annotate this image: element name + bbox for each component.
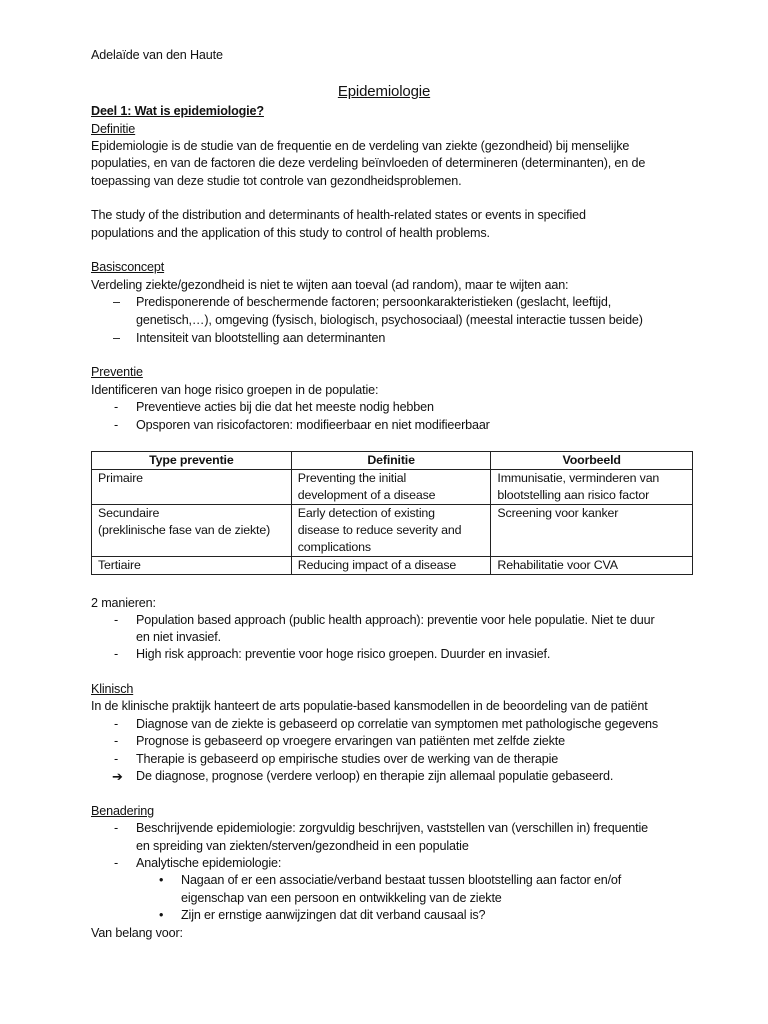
dash-bullet: -	[114, 400, 119, 414]
part1-heading: Deel 1: Wat is epidemiologie?	[91, 104, 264, 118]
table-header-cell: Type preventie	[92, 452, 292, 470]
manieren-item: Population based approach (public health approach): preventie voor hele populatie. Niet te duur	[136, 613, 655, 627]
author-name: Adelaïde van den Haute	[91, 48, 223, 62]
dash-bullet: -	[114, 856, 119, 870]
dash-bullet: –	[113, 331, 121, 345]
benadering-heading: Benadering	[91, 804, 154, 818]
dash-bullet: -	[114, 752, 119, 766]
definitie-nl-line: populaties, en van de factoren die deze verdeling beïnvloeden of determineren (determinanten), en de	[91, 156, 646, 170]
dash-bullet: -	[114, 613, 119, 627]
definitie-heading: Definitie	[91, 122, 136, 136]
benadering-subitem: eigenschap van een persoon en ontwikkeling van de ziekte	[181, 891, 502, 905]
basisconcept-heading: Basisconcept	[91, 260, 165, 274]
klinisch-item: Prognose is gebaseerd op vroegere ervaringen van patiënten met zelfde ziekte	[136, 734, 565, 748]
table-cell	[291, 505, 491, 557]
cell-line: development of a disease	[297, 488, 436, 502]
benadering-tail: Van belang voor:	[91, 926, 183, 940]
klinisch-heading: Klinisch	[91, 682, 134, 696]
klinisch-intro: In de klinische praktijk hanteert de arts populatie-based kansmodellen in de beoordeling van de patiënt	[91, 699, 648, 713]
manieren-intro: 2 manieren:	[91, 596, 156, 610]
preventie-table	[91, 451, 693, 575]
table-cell	[92, 470, 292, 505]
benadering-item: en spreiding van ziekten/sterven/gezondheid in een populatie	[136, 839, 469, 853]
benadering-item: Analytische epidemiologie:	[136, 856, 282, 870]
definitie-nl-line: Epidemiologie is de studie van de frequentie en de verdeling van ziekte (gezondheid) bij menselijke	[91, 139, 630, 153]
preventie-intro: Identificeren van hoge risico groepen in de populatie:	[91, 383, 379, 397]
cell-line: Immunisatie, verminderen van	[497, 471, 660, 485]
cell-line: Preventing the initial	[297, 471, 407, 485]
benadering-subitem: Nagaan of er een associatie/verband bestaat tussen blootstelling aan factor en/of	[181, 873, 622, 887]
manieren-item: High risk approach: preventie voor hoge risico groepen. Duurder en invasief.	[136, 647, 551, 661]
round-bullet-icon: •	[159, 873, 164, 887]
dash-bullet: -	[114, 821, 119, 835]
table-cell	[291, 557, 491, 575]
preventie-item: Opsporen van risicofactoren: modifieerbaar en niet modifieerbaar	[136, 418, 490, 432]
cell-line: Primaire	[98, 471, 143, 485]
manieren-item: en niet invasief.	[136, 630, 221, 644]
table-cell	[491, 557, 693, 575]
basisconcept-item: genetisch,…), omgeving (fysisch, biologisch, psychosociaal) (meestal interactie tussen beide)	[136, 313, 643, 327]
table-cell	[92, 505, 292, 557]
cell-line: Rehabilitatie voor CVA	[497, 558, 618, 572]
table-cell	[92, 557, 292, 575]
definitie-en-line: The study of the distribution and determinants of health-related states or events in specified	[91, 208, 586, 222]
cell-line: Secundaire	[98, 506, 160, 520]
dash-bullet: -	[114, 734, 119, 748]
document-title: Epidemiologie	[337, 83, 431, 100]
basisconcept-item: Predisponerende of beschermende factoren; persoonkarakteristieken (geslacht, leeftijd,	[136, 295, 612, 309]
benadering-subitem: Zijn er ernstige aanwijzingen dat dit verband causaal is?	[181, 908, 486, 922]
klinisch-item: Therapie is gebaseerd op empirische studies over de werking van de therapie	[136, 752, 559, 766]
cell-line: complications	[297, 540, 371, 554]
dash-bullet: -	[114, 418, 119, 432]
cell-line: Reducing impact of a disease	[297, 558, 457, 572]
dash-bullet: -	[114, 717, 119, 731]
dash-bullet: –	[113, 295, 121, 309]
table-cell	[491, 505, 693, 557]
table-header-cell: Definitie	[291, 452, 491, 470]
preventie-heading: Preventie	[91, 365, 143, 379]
cell-line: blootstelling aan risico factor	[497, 488, 650, 502]
basisconcept-intro: Verdeling ziekte/gezondheid is niet te wijten aan toeval (ad random), maar te wijten aan:	[91, 278, 569, 292]
table-row	[92, 470, 693, 505]
klinisch-conclusion: De diagnose, prognose (verdere verloop) en therapie zijn allemaal populatie gebaseerd.	[136, 769, 614, 783]
preventie-item: Preventieve acties bij die dat het meeste nodig hebben	[136, 400, 434, 414]
arrow-right-icon: ➔	[112, 769, 123, 784]
table-cell	[491, 470, 693, 505]
klinisch-item: Diagnose van de ziekte is gebaseerd op correlatie van symptomen met pathologische gegevens	[136, 717, 659, 731]
table-row	[92, 505, 693, 557]
cell-line: disease to reduce severity and	[297, 523, 462, 537]
basisconcept-item: Intensiteit van blootstelling aan determinanten	[136, 331, 386, 345]
cell-line: Tertiaire	[98, 558, 141, 572]
table-header-row	[92, 452, 693, 470]
table-row	[92, 557, 693, 575]
table-cell	[291, 470, 491, 505]
cell-line: Early detection of existing	[297, 506, 435, 520]
dash-bullet: -	[114, 647, 119, 661]
definitie-en-line: populations and the application of this study to control of health problems.	[91, 226, 490, 240]
cell-line: (preklinische fase van de ziekte)	[98, 523, 271, 537]
round-bullet-icon: •	[159, 908, 164, 922]
definitie-nl-line: toepassing van deze studie tot controle van gezondheidsproblemen.	[91, 174, 462, 188]
benadering-item: Beschrijvende epidemiologie: zorgvuldig beschrijven, vaststellen van (verschillen in) frequentie	[136, 821, 649, 835]
table-header-cell: Voorbeeld	[491, 452, 693, 470]
cell-line: Screening voor kanker	[497, 506, 619, 520]
